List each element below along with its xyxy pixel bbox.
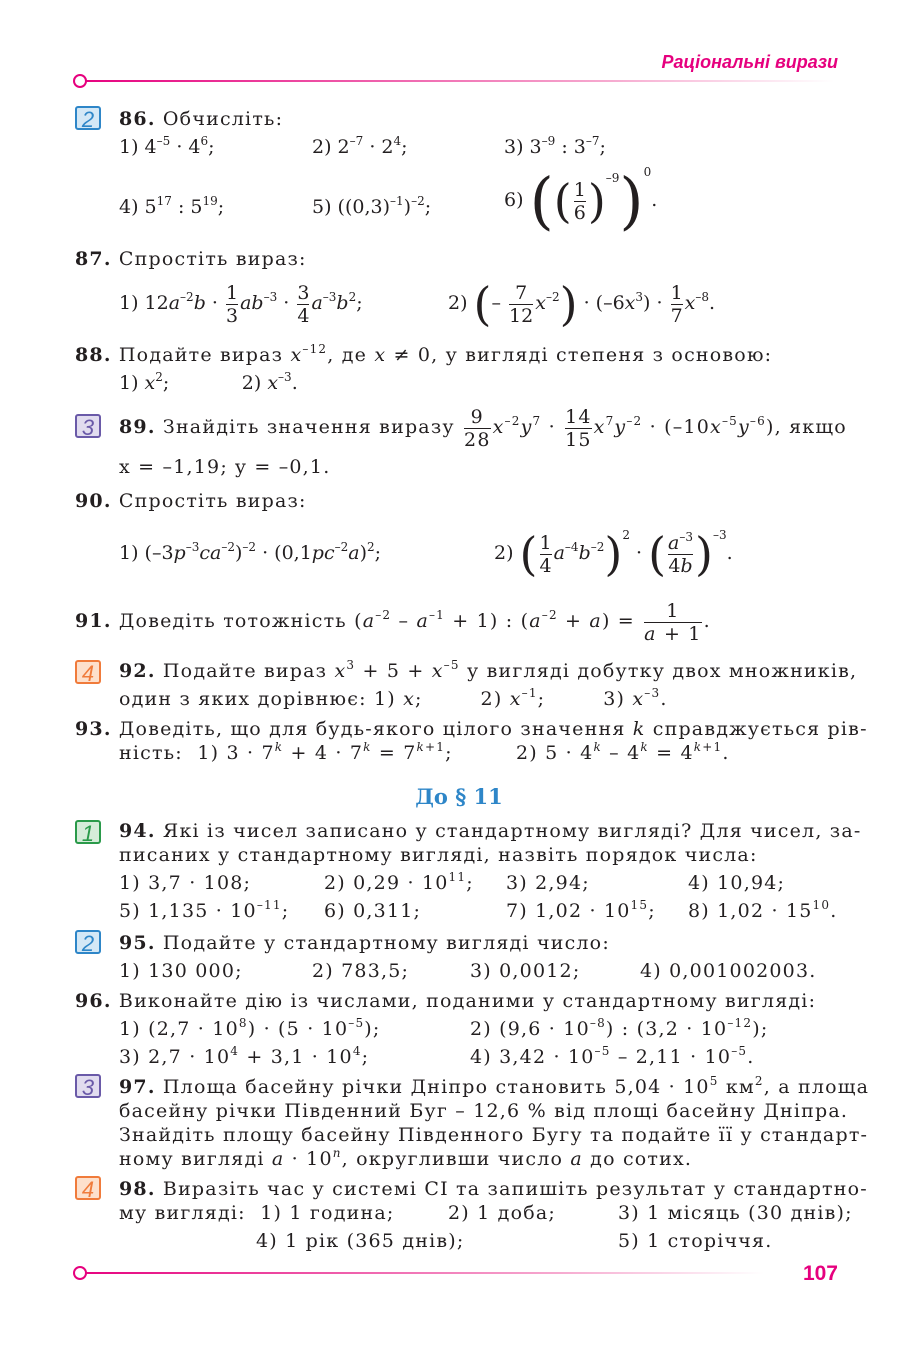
level-badge: 4 (75, 1176, 101, 1200)
level-badge: 1 (75, 820, 101, 844)
p96-item-4: 4) $3,42 \cdot 10^{-5} - 2,11 \cdot 10^{-5}$. (470, 1044, 755, 1068)
level-badge: 3 (75, 414, 101, 438)
p87-item-2: 2) (– $\frac{7}{12}$ $x^{-2}) \cdot (-6x^3)$ · $\frac{1}{7}$ $x^{-8}$. (448, 277, 716, 331)
problem-90: 90. Спростіть вираз: (75, 490, 307, 512)
top-rule (74, 80, 834, 82)
running-header: Раціональні вирази (661, 52, 838, 72)
problem-96: 96. Виконайте дію із числами, поданими у стандартному вигляді: (75, 990, 817, 1012)
p89-condition: x = –1,19; y = –0,1. (119, 456, 331, 478)
p88-items: 1) $x^2$; 2) $x^{-3}$. (119, 370, 298, 394)
p86-item-1: 1) $4^{-5} \cdot 4^6$; (119, 134, 215, 158)
p86-item-4: 4) $5^{17}$ : $5^{19}$; (119, 194, 225, 218)
p87-item-1: 1) $12a^{-2}b$ · $\frac{1}{3}$ $ab^{-3}$ · $\frac{3}{4}$ $a^{-3}b^2$; (119, 281, 363, 327)
p94-line-2: писаних у стандартному вигляді, назвіть порядок числа: (119, 844, 758, 866)
level-badge: 2 (75, 930, 101, 954)
p94-item: 5) $1,135 \cdot 10^{-11}$; (119, 898, 290, 922)
problem-98: 98. Виразіть час у системі СІ та запишіть результат у стандартно- (119, 1178, 868, 1200)
p98-item: 3) 1 місяць (30 днів); (618, 1202, 853, 1224)
p94-item: 7) $1,02 \cdot 10^{15}$; (506, 898, 656, 922)
p94-item: 1) 3,7 · 108; (119, 872, 252, 894)
level-badge: 4 (75, 660, 101, 684)
p94-item: 4) 10,94; (688, 872, 786, 894)
problem-91: 91. Доведіть тотожність $(a^{-2} - a^{-1} + 1)$ : $(a^{-2} + a)$ = $\frac{1}{a + 1}$ . (75, 599, 711, 645)
p96-item-1: 1) $(2,7 \cdot 10^8) \cdot (5 \cdot 10^{-5})$; (119, 1016, 381, 1040)
p94-item: 2) $0,29 \cdot 10^{11}$; (324, 870, 474, 894)
p86-item-2: 2) $2^{-7} \cdot 2^4$; (312, 134, 408, 158)
p95-item: 2) 783,5; (312, 960, 410, 982)
p95-item: 1) 130 000; (119, 960, 243, 982)
bottom-rule (74, 1272, 764, 1274)
p86-item-5: 5) $((0,3)^{-1})^{-2}$; (312, 194, 432, 218)
problem-88: 88. Подайте вираз $x^{-12}$, де x ≠ 0, у вигляді степеня з основою: (75, 342, 773, 366)
p98-item: 2) 1 доба; (448, 1202, 556, 1224)
problem-93: 93. Доведіть, що для будь-якого цілого значення k справджується рів- (75, 718, 868, 740)
p86-item-6: 6) (( $\frac{1}{6}$ )$^{-9}$)$^0$. (504, 164, 658, 237)
problem-89: 89. Знайдіть значення виразу $\frac{9}{28}$ $x^{-2}y^7$ · $\frac{14}{15}$ $x^7y^{-2} \cdot (-10x^{-5}y^{-6})$, якщо (119, 405, 847, 451)
p96-item-3: 3) $2,7 \cdot 10^4 + 3,1 \cdot 10^4$; (119, 1044, 370, 1068)
p90-item-2: 2) ( $\frac{1}{4}$ $a^{-4}b^{-2})^2$ · ( $\frac{a^{-3}}{4b}$ )$^{-3}$. (494, 527, 733, 581)
p94-item: 3) 2,94; (506, 872, 590, 894)
problem-94: 94. Які із чисел записано у стандартному вигляді? Для чисел, за- (119, 820, 862, 842)
level-badge: 3 (75, 1074, 101, 1098)
problem-87: 87. Спростіть вираз: (75, 248, 307, 270)
p97-line-2: басейну річки Південний Буг – 12,6 % від площі басейну Дніпра. (119, 1100, 849, 1122)
p96-item-2: 2) $(9,6 \cdot 10^{-8})$ : $(3,2 \cdot 10^{-12})$; (470, 1016, 769, 1040)
p94-item: 8) $1,02 \cdot 15^{10}$. (688, 898, 838, 922)
p95-item: 3) 0,0012; (470, 960, 581, 982)
p93-item-2: 2) $5 \cdot 4^k - 4^k = 4^{k+1}$. (516, 740, 730, 764)
p94-item: 6) 0,311; (324, 900, 422, 922)
p98-line-2: му вигляді: 1) 1 година; (119, 1202, 395, 1224)
problem-86: 86. Обчисліть: (119, 108, 284, 130)
p98-item: 5) 1 сторіччя. (618, 1230, 773, 1252)
problem-92: 92. Подайте вираз $x^3 + 5 + x^{-5}$ у вигляді добутку двох множників, (119, 658, 858, 682)
problem-95: 95. Подайте у стандартному вигляді число: (119, 932, 610, 954)
p97-line-3: Знайдіть площу басейну Південного Бугу та подайте її у стандарт- (119, 1124, 869, 1146)
p98-item: 4) 1 рік (365 днів); (256, 1230, 465, 1252)
section-title: До § 11 (415, 784, 503, 809)
problem-97: 97. Площа басейну річки Дніпро становить $5,04 \cdot 10^5$ $км^2$, а площа (119, 1074, 870, 1098)
p95-item: 4) 0,001002003. (640, 960, 817, 982)
p90-item-1: 1) $(-3p^{-3}ca^{-2})^{-2} \cdot (0,1pc^{-2}a)^2$; (119, 540, 382, 564)
p86-item-3: 3) $3^{-9}$ : $3^{-7}$; (504, 134, 606, 158)
p97-line-4: ному вигляді $a \cdot 10^n$, округливши число a до сотих. (119, 1146, 693, 1170)
page-number: 107 (802, 1262, 838, 1285)
p92-line-2: один з яких дорівнює: 1) x; 2) $x^{-1}$; 3) $x^{-3}$. (119, 686, 668, 710)
p93-line-2: ність: 1) $3 \cdot 7^k + 4 \cdot 7^k = 7^{k+1}$; (119, 740, 453, 764)
level-badge: 2 (75, 106, 101, 130)
